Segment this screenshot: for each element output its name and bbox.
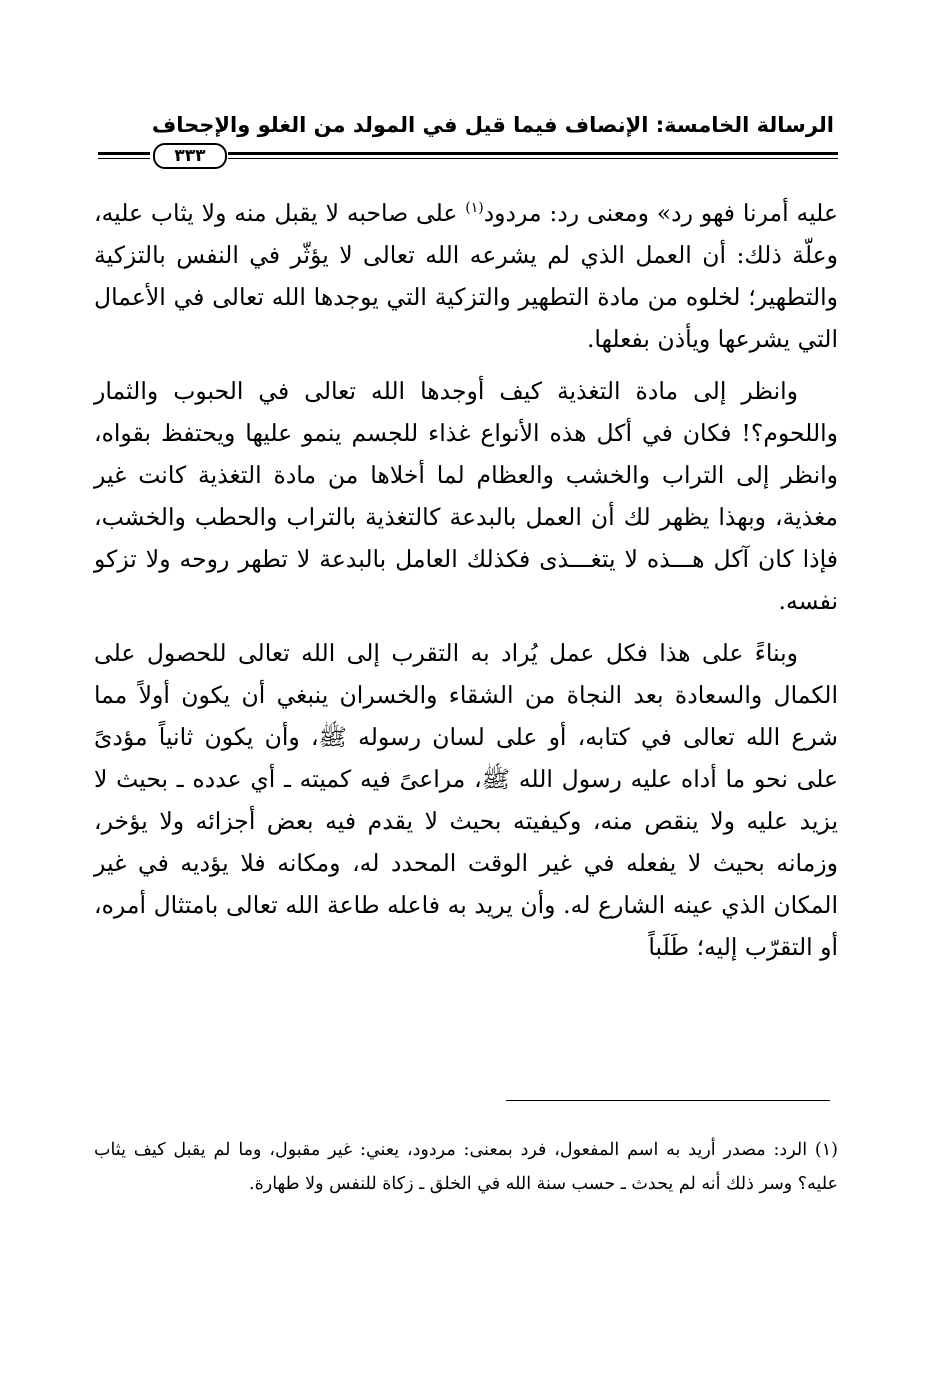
footnote-separator — [506, 1100, 830, 1101]
paragraph-1-rest: على صاحبه لا يقبل منه ولا يثاب عليه، وعلّة ذلك: أن العمل الذي لم يشرعه الله تعالى لا يؤثّر في النفس بالتزكية والتطهير؛ لخلوه من مادة التطهير والتزكية التي يوجدها الله تعالى في الأعمال التي يشرعها ويأذن بفعلها. — [94, 199, 838, 353]
running-header-title: الرسالة الخامسة: الإنصاف فيما قيل في المولد من الغلو والإجحاف — [151, 113, 834, 137]
header-rule-right-thin — [228, 158, 838, 159]
paragraph-2: وانظر إلى مادة التغذية كيف أوجدها الله تعالى في الحبوب والثمار واللحوم؟! فكان في أكل هذه الأنواع غذاء للجسم ينمو عليها ويحتفظ بقواه، وانظر إلى التراب والخشب والعظام لما أخلاها من مادة التغذية كانت غير مغذية، وبهذا يظهر لك أن العمل بالبدعة كالتغذية بالتراب والحطب والخشب، فإذا كان آكل هـــذه لا يتغـــذى فكذلك العامل بالبدعة لا تطهر روحه ولا تزكو نفسه. — [94, 377, 838, 615]
header-rule-left-thin — [98, 158, 150, 159]
header-rule — [98, 143, 838, 169]
paragraph-3: وبناءً على هذا فكل عمل يُراد به التقرب إلى الله تعالى للحصول على الكمال والسعادة بعد النجاة من الشقاء والخسران ينبغي أن يكون أولاً مما شرع الله تعالى في كتابه، أو على لسان رسوله ﷺ، وأن يكون ثانياً مؤدىً على نحو ما أداه عليه رسول الله ﷺ، مراعىً فيه كميته ـ أي عدده ـ بحيث لا يزيد عليه ولا ينقص منه، وكيفيته بحيث لا يقدم فيه بعض أجزائه ولا يؤخر، وزمانه بحيث لا يفعله في غير الوقت المحدد له، ومكانه فلا يؤديه في غير المكان الذي عينه الشارع له. وأن يريد به فاعله طاعة الله تعالى بامتثال أمره، أو التقرّب إليه؛ طَلَباً — [94, 639, 838, 961]
header-rule-right-thick — [228, 152, 838, 155]
body-text — [94, 192, 838, 968]
footnote-marker: (١) — [465, 200, 484, 217]
footnote: (١) الرد: مصدر أريد به اسم المفعول، فرد بمعنى: مردود، يعني: غير مقبول، وما لم يقبل كيف يثاب عليه؟ وسر ذلك أنه لم يحدث ـ حسب سنة الله في الخلق ـ زكاة للنفس ولا طهارة. — [94, 1140, 838, 1194]
paragraph-1 — [94, 192, 838, 360]
paragraph-1-start: عليه أمرنا فهو رد» ومعنى رد: مردود — [483, 199, 838, 227]
header-rule-left-thick — [98, 152, 150, 155]
page-number-badge: ٣٣٣ — [153, 143, 227, 169]
